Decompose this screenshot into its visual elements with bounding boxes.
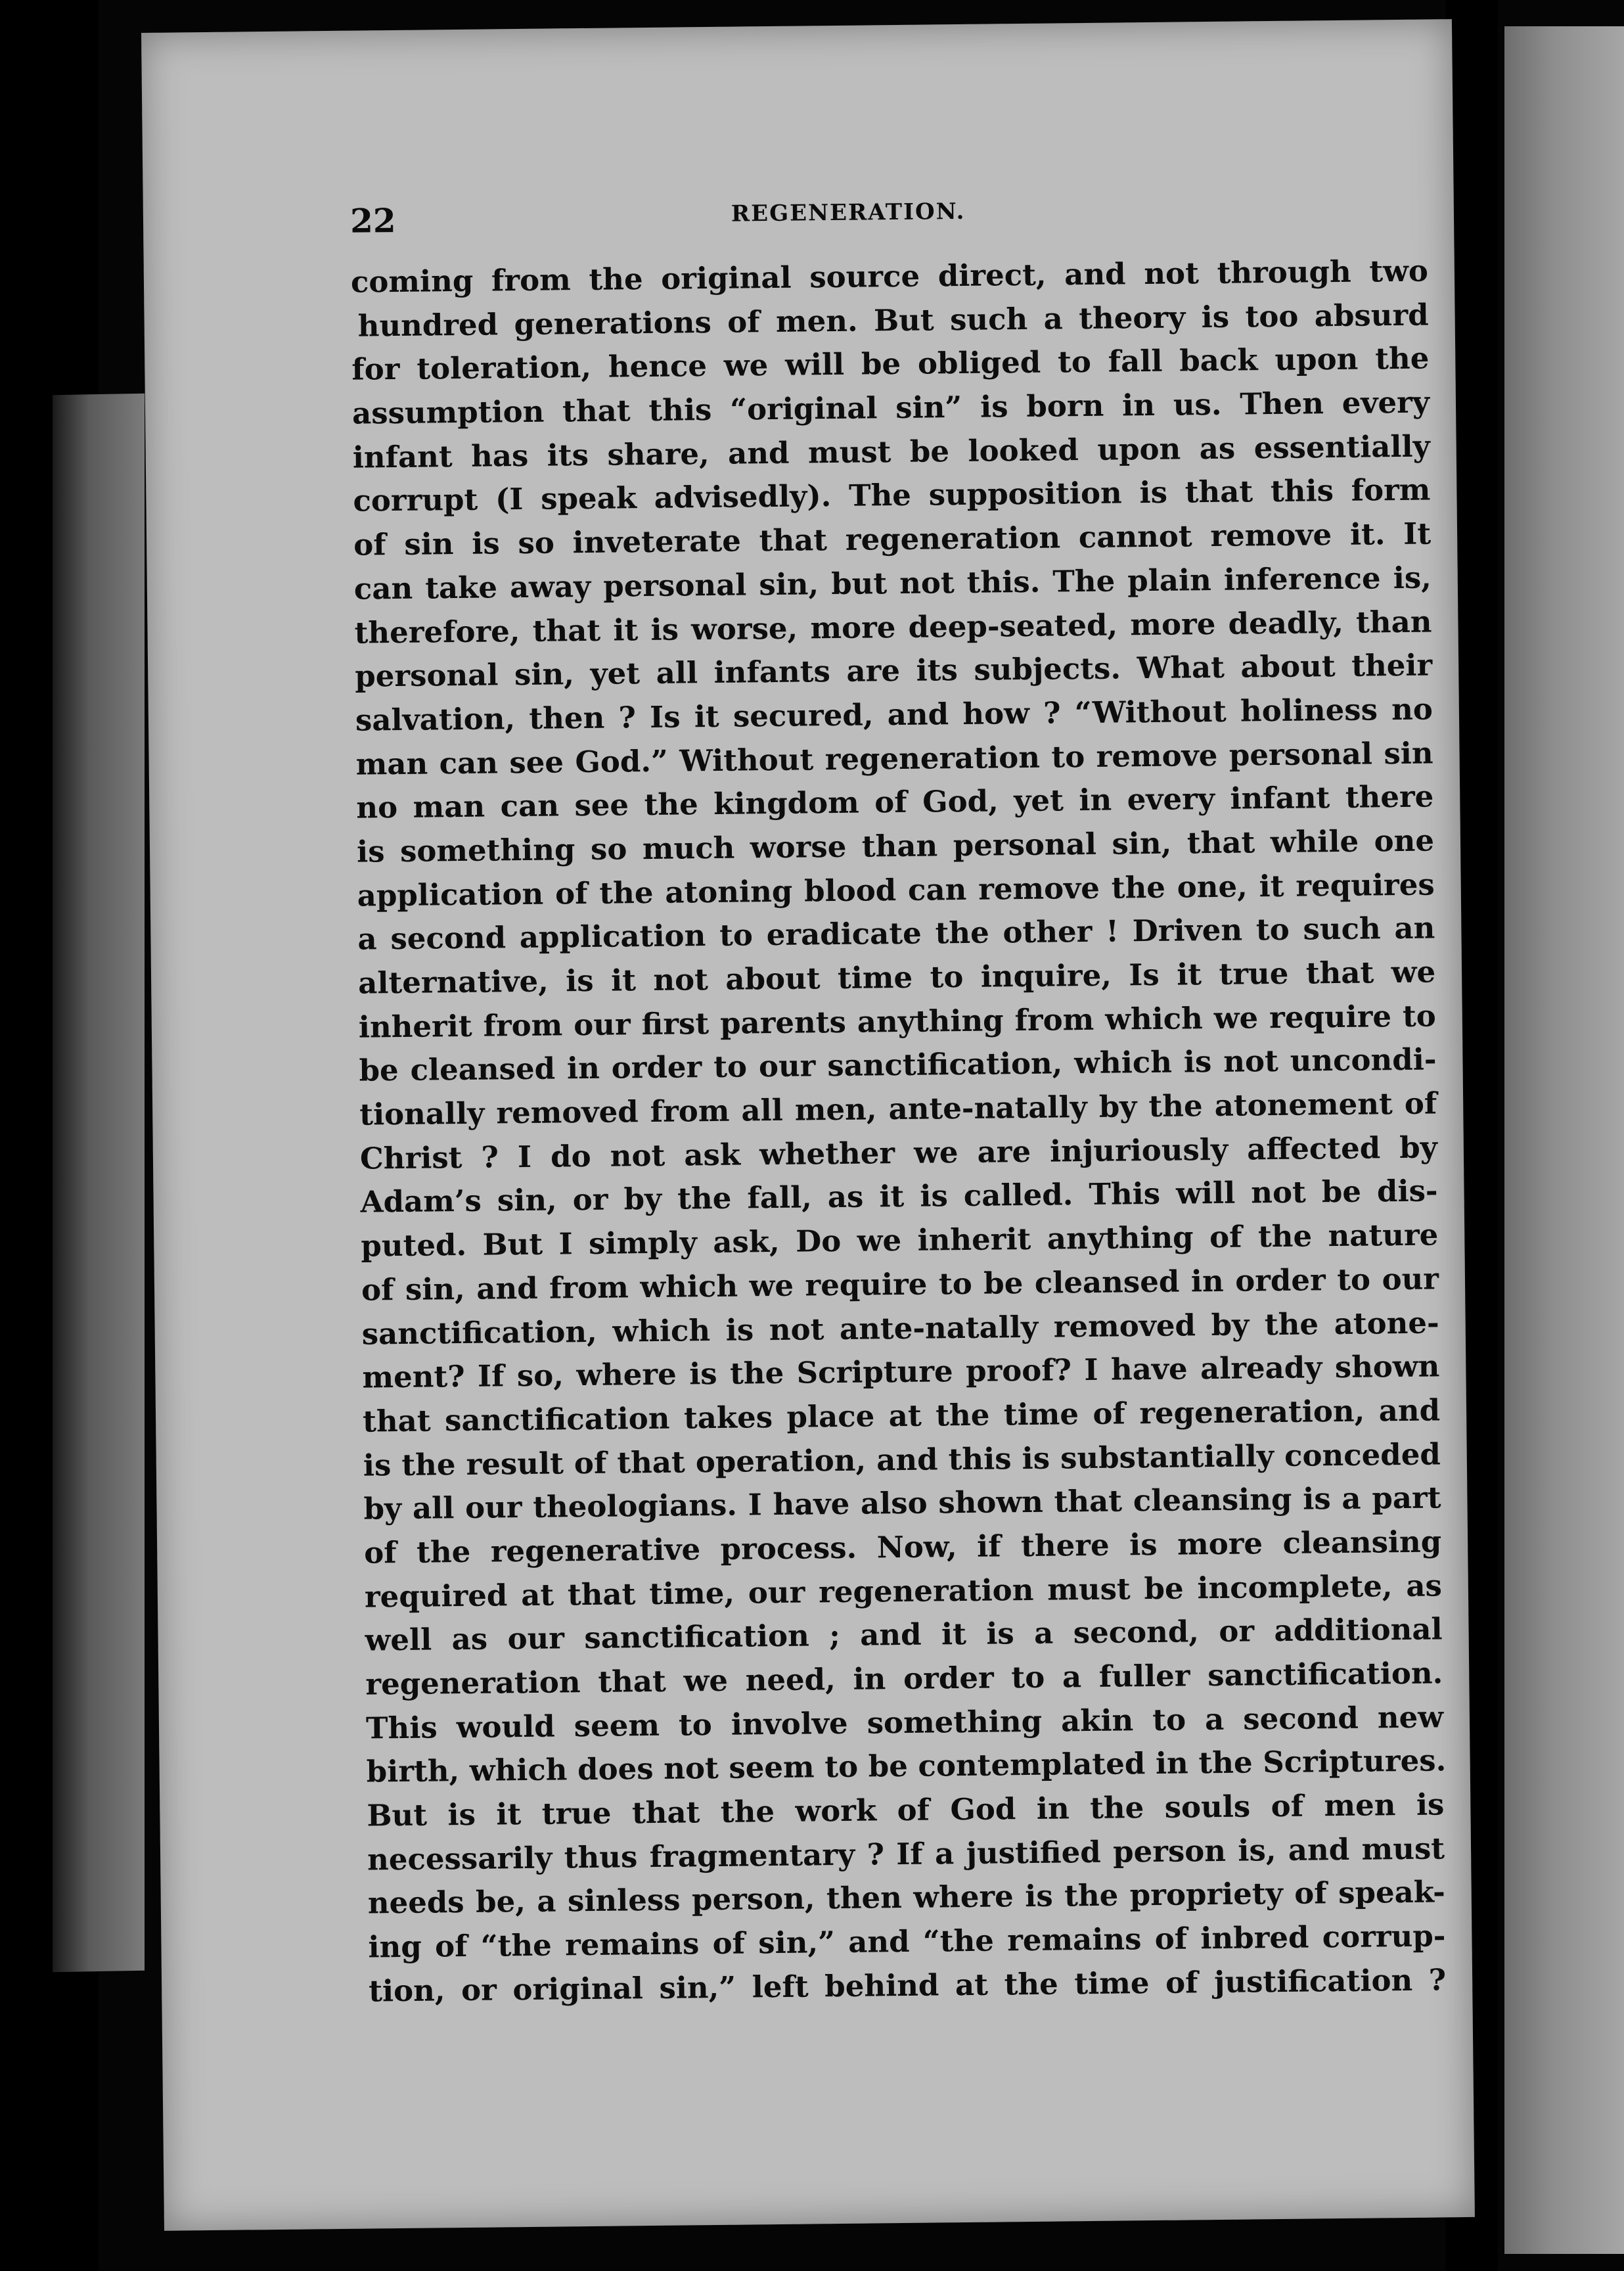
text-line: Adam’s sin, or by the fall, as it is called. This will not be dis- [360, 1173, 1438, 1220]
text-line: alternative, is it not about time to inquire, Is it true that we [357, 954, 1436, 1001]
text-line: a second application to eradicate the other ! Driven to such an [357, 910, 1435, 957]
facing-page-edge [1504, 26, 1624, 2254]
text-line: that sanctification takes place at the time of regeneration, and [362, 1392, 1441, 1439]
text-line: is the result of that operation, and this is substantially conceded [363, 1436, 1441, 1483]
running-head-title: REGENERATION. [731, 198, 966, 227]
text-line: for toleration, hence we will be obliged to fall back upon the [351, 340, 1430, 388]
page-content [350, 171, 1446, 2014]
text-line: This would seem to involve something akin to a second new [365, 1699, 1444, 1746]
text-line: inherit from our first parents anything from which we require to [358, 998, 1437, 1045]
text-line: man can see God.” Without regeneration to remove personal sin [355, 735, 1433, 782]
text-line: tionally removed from all men, ante-natally by the atonement of [359, 1086, 1437, 1132]
text-line: salvation, then ? Is it secured, and how ? “Without holiness no [355, 691, 1433, 738]
text-line: by all our theologians. I have also shown that cleansing is a part [363, 1480, 1441, 1526]
text-line: of sin, and from which we require to be cleansed in order to our [361, 1261, 1439, 1308]
text-line: Christ ? I do not ask whether we are injuriously affected by [359, 1130, 1438, 1176]
text-line: assumption that this “original sin” is born in us. Then every [351, 384, 1430, 431]
text-line: needs be, a sinless person, then where is the propriety of speak- [367, 1874, 1446, 1921]
text-line: is something so much worse than personal sin, that while one [356, 823, 1435, 869]
text-line: well as our sanctification ; and it is a second, or additional [365, 1611, 1443, 1658]
text-line: coming from the original source direct, and not through two [350, 253, 1429, 300]
body-text [351, 250, 1447, 2014]
text-line: ment? If so, where is the Scripture proof? I have already shown [362, 1348, 1440, 1395]
text-line: corrupt (I speak advisedly). The supposition is that this form [353, 472, 1431, 519]
text-line: personal sin, yet all infants are its subjects. What about their [354, 647, 1433, 694]
text-line: birth, which does not seem to be contemplated in the Scriptures. [366, 1743, 1447, 1789]
running-head [350, 171, 1428, 254]
text-line: of sin is so inveterate that regeneration cannot remove it. It [353, 516, 1432, 562]
text-line: puted. But I simply ask, Do we inherit anything of the nature [361, 1217, 1439, 1264]
text-line: But is it true that the work of God in the souls of men is [367, 1787, 1445, 1833]
text-line: infant has its share, and must be looked upon as essentially [352, 428, 1430, 475]
text-line: application of the atoning blood can remove the one, it requires [357, 867, 1435, 913]
text-line: no man can see the kingdom of God, yet in every infant there [356, 779, 1434, 825]
text-line: sanctification, which is not ante-natally removed by the atone- [361, 1304, 1439, 1352]
text-line: therefore, that it is worse, more deep-seated, more deadly, than [354, 603, 1432, 651]
text-line: hundred generations of men. But such a theory is too absurd [357, 297, 1429, 344]
text-line: of the regenerative process. Now, if there is more cleansing [363, 1524, 1442, 1571]
text-line: necessarily thus fragmentary ? If a justified person is, and must [367, 1831, 1445, 1877]
left-page-edge [53, 394, 145, 1972]
text-line: tion, or original sin,” left behind at the time of justification ? [368, 1962, 1447, 2009]
book-page [141, 19, 1475, 2231]
text-line: regeneration that we need, in order to a fuller sanctification. [365, 1655, 1443, 1702]
text-line: required at that time, our regeneration must be incomplete, as [364, 1568, 1443, 1615]
text-line: can take away personal sin, but not this. The plain inference is, [353, 560, 1432, 607]
text-line: be cleansed in order to our sanctification, which is not uncondi- [359, 1042, 1437, 1088]
page-number: 22 [350, 200, 396, 241]
text-line: ing of “the remains of sin,” and “the remains of inbred corrup- [368, 1918, 1446, 1965]
